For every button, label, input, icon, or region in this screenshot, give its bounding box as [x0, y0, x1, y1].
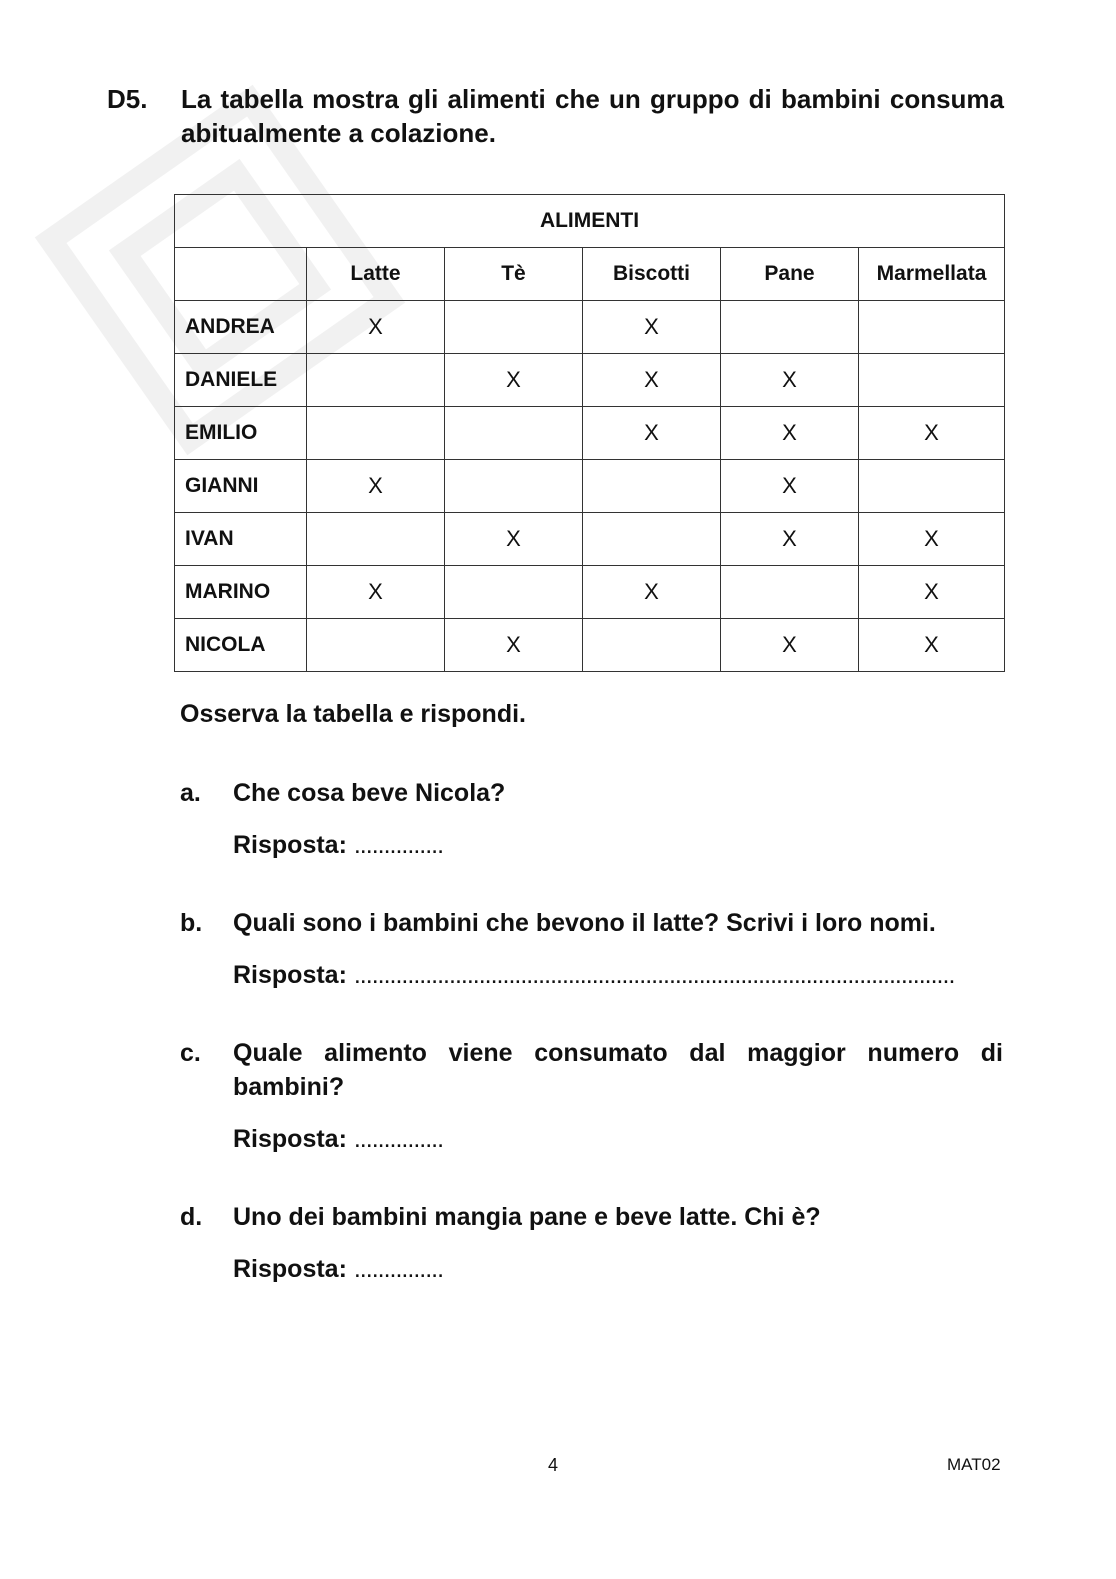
table-row — [175, 354, 1005, 407]
mark-cell — [307, 619, 445, 672]
answer-dots[interactable]: ............... — [353, 831, 444, 859]
answer-dots[interactable]: ............... — [353, 1255, 444, 1283]
mark-cell: X — [583, 301, 721, 354]
child-name: ANDREA — [175, 301, 307, 354]
answer-line-c[interactable] — [233, 1125, 443, 1154]
instruction: Osserva la tabella e rispondi. — [180, 700, 526, 728]
mark-cell — [445, 301, 583, 354]
child-name: IVAN — [175, 513, 307, 566]
column-header: Tè — [445, 248, 583, 301]
answer-label: Risposta: — [233, 831, 347, 859]
mark-cell: X — [307, 460, 445, 513]
answer-line-b[interactable] — [233, 961, 954, 990]
item-letter: b. — [180, 909, 203, 937]
header-empty-cell — [175, 248, 307, 301]
item-question — [233, 1200, 1003, 1234]
item-letter: a. — [180, 779, 201, 807]
table-row — [175, 460, 1005, 513]
child-name: DANIELE — [175, 354, 307, 407]
mark-cell — [721, 566, 859, 619]
mark-cell: X — [721, 354, 859, 407]
mark-cell — [307, 354, 445, 407]
mark-cell — [445, 460, 583, 513]
mark-cell: X — [859, 566, 1005, 619]
document-code: MAT02 — [947, 1455, 1001, 1474]
item-question — [233, 1036, 1003, 1104]
question-text-line2: abitualmente a colazione. — [181, 118, 496, 148]
table-title: ALIMENTI — [175, 195, 1005, 248]
mark-cell: X — [583, 407, 721, 460]
question-text-line1: La tabella mostra gli alimenti che un gruppo di bambini consuma — [181, 84, 1004, 114]
answer-label: Risposta: — [233, 961, 347, 989]
food-table — [174, 194, 1005, 672]
answer-label: Risposta: — [233, 1125, 347, 1153]
mark-cell — [307, 407, 445, 460]
item-question-line2: bambini? — [233, 1073, 345, 1101]
question-text — [181, 82, 1004, 150]
question-number: D5. — [107, 84, 148, 114]
answer-label: Risposta: — [233, 1255, 347, 1283]
mark-cell — [859, 460, 1005, 513]
mark-cell — [445, 566, 583, 619]
mark-cell — [307, 513, 445, 566]
mark-cell: X — [859, 513, 1005, 566]
table-header-row — [175, 248, 1005, 301]
column-header: Biscotti — [583, 248, 721, 301]
mark-cell: X — [307, 566, 445, 619]
child-name: MARINO — [175, 566, 307, 619]
mark-cell: X — [721, 407, 859, 460]
item-question — [233, 776, 1003, 810]
answer-line-d[interactable] — [233, 1255, 443, 1284]
item-question-line1: Uno dei bambini mangia pane e beve latte. Chi è? — [233, 1203, 821, 1231]
mark-cell: X — [445, 619, 583, 672]
item-question-line1: Quali sono i bambini che bevono il latte? Scrivi i loro nomi. — [233, 909, 936, 937]
mark-cell — [583, 460, 721, 513]
mark-cell — [859, 354, 1005, 407]
mark-cell: X — [445, 354, 583, 407]
mark-cell: X — [583, 354, 721, 407]
child-name: EMILIO — [175, 407, 307, 460]
answer-dots[interactable]: ..................................................................................................... — [353, 961, 955, 989]
child-name: NICOLA — [175, 619, 307, 672]
mark-cell — [583, 513, 721, 566]
table-row — [175, 513, 1005, 566]
answer-line-a[interactable] — [233, 831, 443, 860]
mark-cell — [859, 301, 1005, 354]
column-header: Marmellata — [859, 248, 1005, 301]
mark-cell — [445, 407, 583, 460]
mark-cell: X — [721, 619, 859, 672]
table-row — [175, 301, 1005, 354]
item-question-line1: Che cosa beve Nicola? — [233, 779, 506, 807]
page-number: 4 — [548, 1455, 559, 1475]
item-question-line1: Quale alimento viene consumato dal maggior numero di — [233, 1039, 1003, 1067]
mark-cell: X — [859, 407, 1005, 460]
column-header: Pane — [721, 248, 859, 301]
item-letter: c. — [180, 1039, 201, 1067]
mark-cell: X — [307, 301, 445, 354]
table-title-row — [175, 195, 1005, 248]
mark-cell — [721, 301, 859, 354]
question-item-c — [180, 1036, 1005, 1104]
mark-cell: X — [721, 513, 859, 566]
table-row — [175, 619, 1005, 672]
mark-cell: X — [583, 566, 721, 619]
mark-cell: X — [859, 619, 1005, 672]
mark-cell: X — [445, 513, 583, 566]
table-row — [175, 566, 1005, 619]
item-question — [233, 906, 1003, 940]
column-header: Latte — [307, 248, 445, 301]
child-name: GIANNI — [175, 460, 307, 513]
table-row — [175, 407, 1005, 460]
answer-dots[interactable]: ............... — [353, 1125, 444, 1153]
mark-cell — [583, 619, 721, 672]
mark-cell: X — [721, 460, 859, 513]
item-letter: d. — [180, 1203, 203, 1231]
